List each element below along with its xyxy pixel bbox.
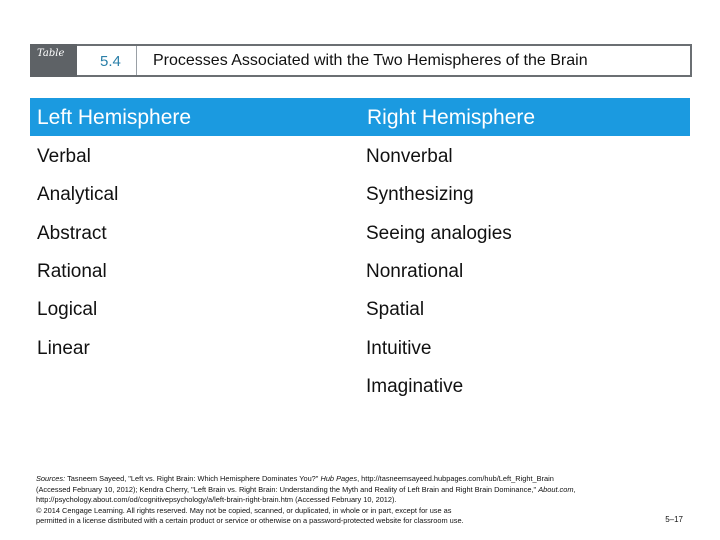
sources-url-1: , http://tasneemsayeed.hubpages.com/hub/Left_Right_Brain bbox=[357, 474, 554, 483]
column-header-left: Left Hemisphere bbox=[37, 106, 192, 129]
row-4-right: Nonrational bbox=[366, 261, 464, 282]
sources-comma: , bbox=[573, 484, 576, 494]
sources-publication-1: Hub Pages bbox=[320, 474, 358, 483]
row-7-right: Imaginative bbox=[366, 376, 464, 397]
copyright-line-2: permitted in a license distributed with a certain product or service or otherwise on a password-protected website for classroom use. bbox=[36, 516, 464, 525]
row-3-left: Abstract bbox=[37, 223, 107, 244]
sources-line-2 bbox=[36, 485, 646, 496]
row-5-right: Spatial bbox=[366, 299, 425, 320]
header-divider bbox=[136, 46, 137, 75]
sources-footnote bbox=[36, 474, 646, 527]
row-1-left: Verbal bbox=[37, 146, 91, 167]
row-2-left: Analytical bbox=[37, 184, 119, 205]
sources-line-1 bbox=[36, 474, 646, 485]
sources-text-2: (Accessed February 10, 2012); Kendra Cherry, "Left Brain vs. Right Brain: Understanding the Myth and Reality of Left Brain and Right Brain Dominance," bbox=[36, 484, 537, 494]
column-header-band bbox=[30, 98, 690, 136]
table-number: 5.4 bbox=[100, 53, 121, 70]
row-5-left: Logical bbox=[37, 299, 98, 320]
sources-text-1: Tasneem Sayeed, "Left vs. Right Brain: Which Hemisphere Dominates You?" bbox=[67, 474, 319, 483]
table-tab-label: Table bbox=[30, 44, 77, 77]
sources-publication-2: About.com bbox=[538, 484, 574, 494]
row-1-right: Nonverbal bbox=[366, 146, 453, 167]
row-6-right: Intuitive bbox=[366, 338, 432, 359]
row-4-left: Rational bbox=[37, 261, 107, 282]
row-3-right: Seeing analogies bbox=[366, 223, 512, 244]
table-title: Processes Associated with the Two Hemispheres of the Brain bbox=[153, 52, 588, 69]
row-6-left: Linear bbox=[37, 338, 90, 359]
page-number: 5–17 bbox=[665, 515, 683, 524]
column-header-right: Right Hemisphere bbox=[367, 106, 536, 129]
sources-line-3: http://psychology.about.com/od/cognitivepsychology/a/left-brain-right-brain.htm (Accessed February 10, 2012). bbox=[36, 495, 397, 504]
sources-label: Sources: bbox=[36, 474, 66, 483]
copyright-line-1: © 2014 Cengage Learning. All rights reserved. May not be copied, scanned, or duplicated, in whole or in part, except for use as bbox=[36, 505, 452, 515]
row-2-right: Synthesizing bbox=[366, 184, 474, 205]
